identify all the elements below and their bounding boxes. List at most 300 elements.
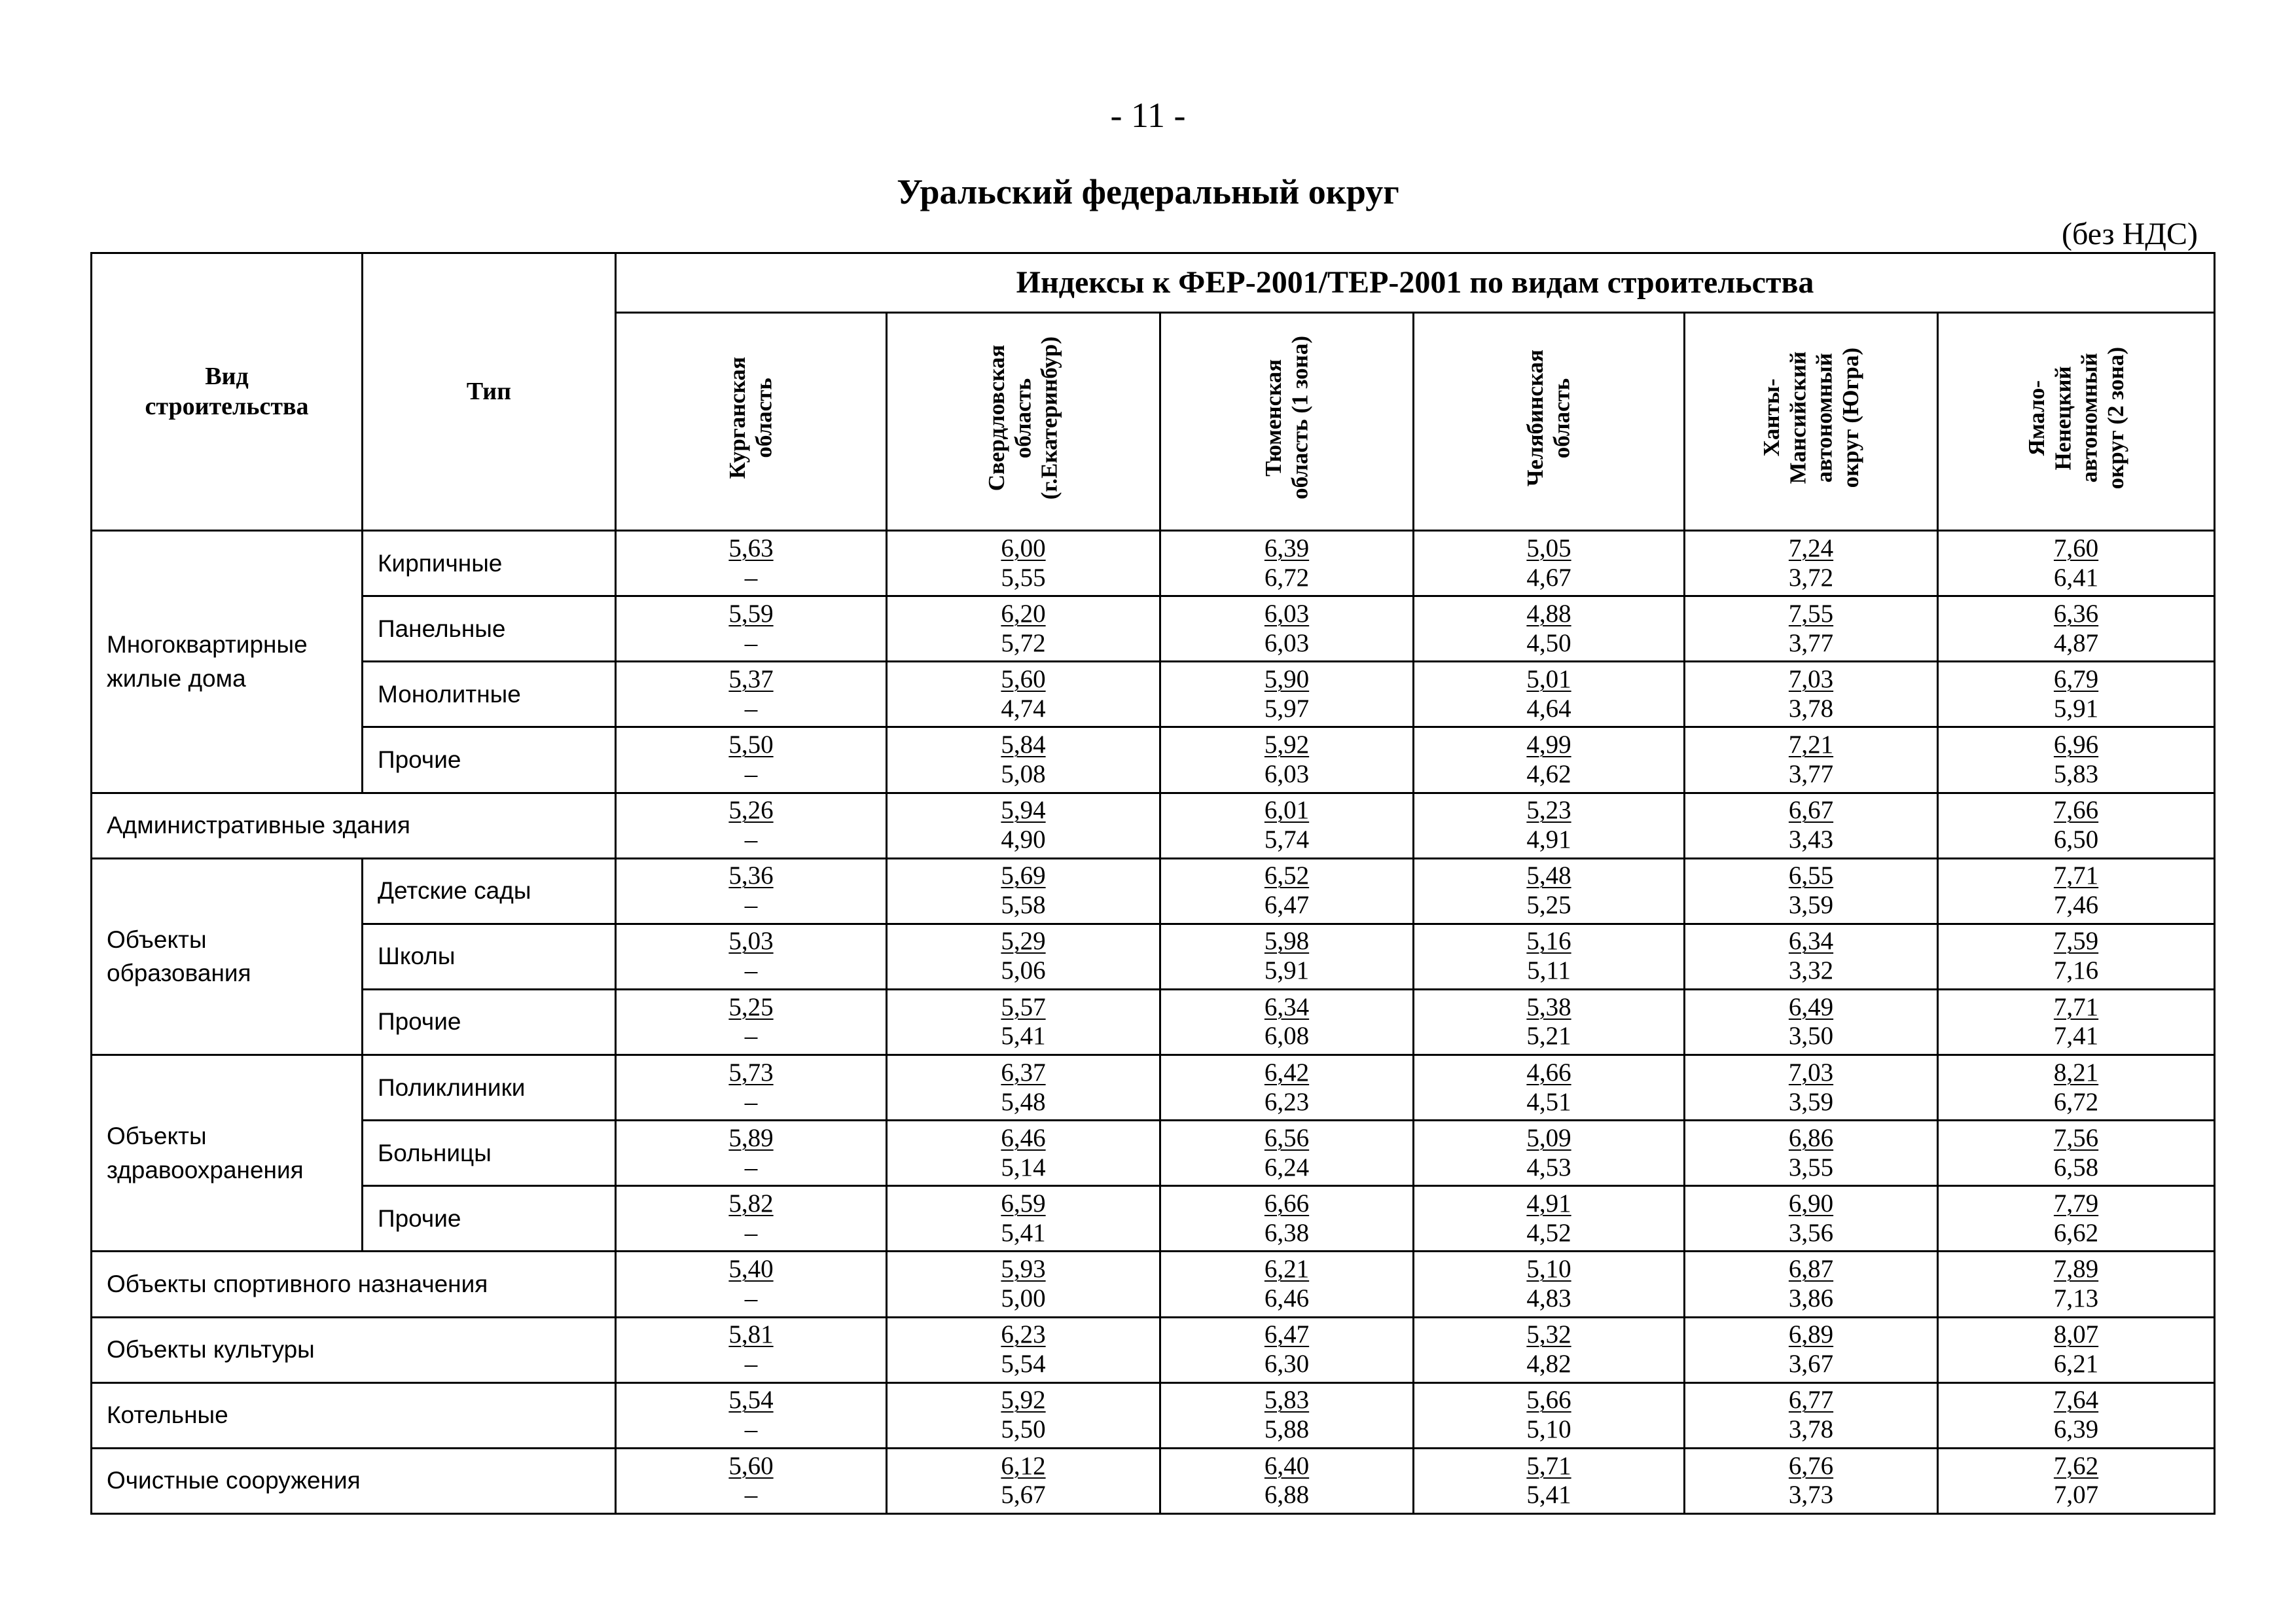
fer-index-value: 6,20 <box>1001 599 1046 628</box>
fer-index-value: 6,87 <box>1788 1255 1834 1284</box>
ter-index-value: 6,46 <box>1264 1284 1310 1312</box>
fer-index-value: 4,66 <box>1526 1058 1571 1087</box>
fer-index-value: 5,84 <box>1001 731 1046 759</box>
index-value-cell <box>1414 1382 1685 1448</box>
category-cell <box>92 793 616 858</box>
index-value-cell <box>1938 793 2215 858</box>
header-region-sverdlovsk: Свердловская область (г.Екатеринбур) <box>887 313 1160 531</box>
index-value-cell <box>1160 1186 1414 1252</box>
ter-index-value: 3,72 <box>1788 563 1834 592</box>
fer-index-value: 5,57 <box>1001 992 1046 1021</box>
ter-index-value: 5,91 <box>1264 956 1310 985</box>
ter-index-value: 6,72 <box>2053 1087 2099 1116</box>
fer-index-value: 5,83 <box>1264 1386 1310 1415</box>
fer-index-value: 6,96 <box>2053 731 2099 759</box>
ter-index-value: 6,47 <box>1264 891 1310 920</box>
fer-index-value: 7,79 <box>2053 1189 2099 1218</box>
ter-index-value: 5,88 <box>1264 1415 1310 1444</box>
category-cell <box>92 1317 616 1382</box>
fer-index-value: 5,37 <box>728 664 774 693</box>
fer-index-value: 5,89 <box>728 1123 774 1152</box>
fer-index-value: 5,73 <box>728 1058 774 1087</box>
fer-index-value: 7,03 <box>1788 664 1834 693</box>
table-row <box>92 1186 2215 1252</box>
fer-index-value: 5,60 <box>728 1451 774 1480</box>
ter-index-value: 5,21 <box>1526 1022 1571 1051</box>
ter-index-value: 5,50 <box>1001 1415 1046 1444</box>
ter-index-value: 6,03 <box>1264 759 1310 788</box>
fer-index-value: 5,90 <box>1264 664 1310 693</box>
index-value-cell <box>616 989 887 1055</box>
fer-index-value: 5,29 <box>1001 927 1046 956</box>
fer-index-value: 5,59 <box>728 599 774 628</box>
ter-index-value: 6,88 <box>1264 1481 1310 1509</box>
fer-index-value: 6,03 <box>1264 599 1310 628</box>
header-region-khmao: Ханты- Мансийский автономный округ (Югра) <box>1685 313 1938 531</box>
index-value-cell <box>1160 662 1414 727</box>
ter-index-value: – <box>744 1284 758 1312</box>
table-row <box>92 1317 2215 1382</box>
index-value-cell <box>887 858 1160 924</box>
index-value-cell <box>1160 596 1414 662</box>
index-value-cell <box>1160 727 1414 793</box>
index-value-cell <box>616 924 887 989</box>
header-region-kurgan: Курганская область <box>616 313 887 531</box>
fer-index-value: 5,26 <box>728 796 774 825</box>
fer-index-value: 5,63 <box>728 533 774 562</box>
fer-index-value: 7,62 <box>2053 1451 2099 1480</box>
ter-index-value: 5,11 <box>1527 956 1571 985</box>
index-value-cell <box>1685 1186 1938 1252</box>
index-value-cell <box>1414 989 1685 1055</box>
ter-index-value: – <box>744 1218 758 1247</box>
index-value-cell <box>616 1382 887 1448</box>
fer-index-value: 5,60 <box>1001 664 1046 693</box>
fer-index-value: 6,34 <box>1264 992 1310 1021</box>
ter-index-value: – <box>744 1153 758 1182</box>
fer-index-value: 5,66 <box>1526 1386 1571 1415</box>
fer-index-value: 6,66 <box>1264 1189 1310 1218</box>
index-value-cell <box>1414 1055 1685 1121</box>
ter-index-value: 5,91 <box>2053 694 2099 723</box>
fer-index-value: 6,56 <box>1264 1123 1310 1152</box>
fer-index-value: 5,92 <box>1001 1386 1046 1415</box>
type-cell: Школы <box>363 924 616 989</box>
type-cell: Прочие <box>363 1186 616 1252</box>
ter-index-value: 6,38 <box>1264 1218 1310 1247</box>
index-value-cell <box>1160 924 1414 989</box>
fer-index-value: 6,46 <box>1001 1123 1046 1152</box>
fer-index-value: 6,42 <box>1264 1058 1310 1087</box>
type-cell: Прочие <box>363 727 616 793</box>
fer-index-value: 7,56 <box>2053 1123 2099 1152</box>
index-value-cell <box>1160 1055 1414 1121</box>
table-row <box>92 727 2215 793</box>
fer-index-value: 6,52 <box>1264 861 1310 890</box>
index-value-cell <box>1160 858 1414 924</box>
index-value-cell <box>1414 1252 1685 1317</box>
index-value-cell <box>616 1317 887 1382</box>
table-row <box>92 1055 2215 1121</box>
ter-index-value: 4,62 <box>1526 759 1571 788</box>
ter-index-value: 7,07 <box>2053 1481 2099 1509</box>
ter-index-value: 6,21 <box>2053 1350 2099 1379</box>
index-value-cell <box>1160 1448 1414 1513</box>
category-label: Объекты образования <box>107 926 251 987</box>
index-value-cell <box>616 1055 887 1121</box>
ter-index-value: 5,06 <box>1001 956 1046 985</box>
ter-index-value: 4,87 <box>2053 628 2099 657</box>
fer-index-value: 6,89 <box>1788 1320 1834 1349</box>
index-value-cell <box>887 924 1160 989</box>
ter-index-value: 5,41 <box>1001 1022 1046 1051</box>
index-value-cell <box>1938 1382 2215 1448</box>
type-cell: Детские сады <box>363 858 616 924</box>
fer-index-value: 6,23 <box>1001 1320 1046 1349</box>
fer-index-value: 5,98 <box>1264 927 1310 956</box>
fer-index-value: 7,60 <box>2053 533 2099 562</box>
index-table <box>90 252 2215 1515</box>
ter-index-value: 3,59 <box>1788 891 1834 920</box>
index-value-cell <box>1938 596 2215 662</box>
fer-index-value: 6,76 <box>1788 1451 1834 1480</box>
type-cell: Кирпичные <box>363 531 616 596</box>
index-value-cell <box>1414 924 1685 989</box>
index-value-cell <box>1938 1186 2215 1252</box>
category-label: Объекты здравоохранения <box>107 1122 304 1183</box>
ter-index-value: 3,78 <box>1788 694 1834 723</box>
ter-index-value: 3,59 <box>1788 1087 1834 1116</box>
fer-index-value: 7,21 <box>1788 731 1834 759</box>
index-value-cell <box>1160 793 1414 858</box>
table-row <box>92 662 2215 727</box>
index-value-cell <box>1685 727 1938 793</box>
fer-index-value: 7,66 <box>2053 796 2099 825</box>
ter-index-value: 4,51 <box>1526 1087 1571 1116</box>
fer-index-value: 6,49 <box>1788 992 1834 1021</box>
header-index-group: Индексы к ФЕР-2001/ТЕР-2001 по видам строительства <box>616 253 2215 313</box>
ter-index-value: 5,41 <box>1001 1218 1046 1247</box>
fer-index-value: 6,12 <box>1001 1451 1046 1480</box>
index-value-cell <box>887 596 1160 662</box>
fer-index-value: 7,71 <box>2053 861 2099 890</box>
fer-index-value: 5,23 <box>1526 796 1571 825</box>
index-value-cell <box>887 1448 1160 1513</box>
index-value-cell <box>1938 727 2215 793</box>
fer-index-value: 5,82 <box>728 1189 774 1218</box>
ter-index-value: – <box>744 694 758 723</box>
fer-index-value: 5,03 <box>728 927 774 956</box>
ter-index-value: 5,14 <box>1001 1153 1046 1182</box>
index-value-cell <box>1938 1448 2215 1513</box>
index-value-cell <box>1938 662 2215 727</box>
table-row <box>92 596 2215 662</box>
ter-index-value: 3,78 <box>1788 1415 1834 1444</box>
ter-index-value: 5,08 <box>1001 759 1046 788</box>
index-value-cell <box>1414 531 1685 596</box>
ter-index-value: – <box>744 956 758 985</box>
fer-index-value: 6,47 <box>1264 1320 1310 1349</box>
ter-index-value: – <box>744 759 758 788</box>
index-value-cell <box>1685 858 1938 924</box>
table-row <box>92 858 2215 924</box>
fer-index-value: 6,37 <box>1001 1058 1046 1087</box>
fer-index-value: 6,34 <box>1788 927 1834 956</box>
header-vid: Вид строительства <box>92 253 363 531</box>
fer-index-value: 5,69 <box>1001 861 1046 890</box>
index-value-cell <box>1685 989 1938 1055</box>
index-value-cell <box>887 793 1160 858</box>
fer-index-value: 5,40 <box>728 1255 774 1284</box>
ter-index-value: – <box>744 563 758 592</box>
index-value-cell <box>616 1186 887 1252</box>
ter-index-value: 6,23 <box>1264 1087 1310 1116</box>
vat-note: (без НДС) <box>2061 217 2198 251</box>
ter-index-value: 4,52 <box>1526 1218 1571 1247</box>
index-value-cell <box>1938 1317 2215 1382</box>
index-value-cell <box>1938 858 2215 924</box>
table-row <box>92 1382 2215 1448</box>
ter-index-value: 5,83 <box>2053 759 2099 788</box>
index-value-cell <box>1160 531 1414 596</box>
fer-index-value: 6,36 <box>2053 599 2099 628</box>
fer-index-value: 6,00 <box>1001 533 1046 562</box>
ter-index-value: 4,74 <box>1001 694 1046 723</box>
type-cell: Поликлиники <box>363 1055 616 1121</box>
ter-index-value: 7,41 <box>2053 1022 2099 1051</box>
header-region-yanao: Ямало- Ненецкий автономный округ (2 зона) <box>1938 313 2215 531</box>
ter-index-value: 5,97 <box>1264 694 1310 723</box>
fer-index-value: 6,01 <box>1264 796 1310 825</box>
index-value-cell <box>1414 1317 1685 1382</box>
index-value-cell <box>887 1055 1160 1121</box>
ter-index-value: 3,77 <box>1788 759 1834 788</box>
fer-index-value: 4,91 <box>1526 1189 1571 1218</box>
ter-index-value: 5,10 <box>1526 1415 1571 1444</box>
fer-index-value: 7,59 <box>2053 927 2099 956</box>
ter-index-value: 5,54 <box>1001 1350 1046 1379</box>
fer-index-value: 6,86 <box>1788 1123 1834 1152</box>
fer-index-value: 5,92 <box>1264 731 1310 759</box>
fer-index-value: 4,88 <box>1526 599 1571 628</box>
type-cell: Панельные <box>363 596 616 662</box>
fer-index-value: 7,64 <box>2053 1386 2099 1415</box>
index-value-cell <box>1414 1186 1685 1252</box>
index-value-cell <box>1414 858 1685 924</box>
ter-index-value: 7,13 <box>2053 1284 2099 1312</box>
category-cell <box>92 1382 616 1448</box>
ter-index-value: 4,64 <box>1526 694 1571 723</box>
category-cell <box>92 1448 616 1513</box>
index-value-cell <box>1938 531 2215 596</box>
index-value-cell <box>887 531 1160 596</box>
fer-index-value: 6,39 <box>1264 533 1310 562</box>
fer-index-value: 5,32 <box>1526 1320 1571 1349</box>
fer-index-value: 5,71 <box>1526 1451 1571 1480</box>
ter-index-value: 4,50 <box>1526 628 1571 657</box>
ter-index-value: 5,25 <box>1526 891 1571 920</box>
index-table-body <box>92 531 2215 1514</box>
category-label: Многоквартирные жилые дома <box>107 630 308 692</box>
ter-index-value: 6,50 <box>2053 825 2099 854</box>
fer-index-value: 7,03 <box>1788 1058 1834 1087</box>
ter-index-value: 6,72 <box>1264 563 1310 592</box>
fer-index-value: 5,05 <box>1526 533 1571 562</box>
index-value-cell <box>1938 1121 2215 1186</box>
header-tip: Тип <box>363 253 616 531</box>
category-label: Котельные <box>107 1401 228 1429</box>
index-value-cell <box>1685 662 1938 727</box>
index-value-cell <box>1685 1448 1938 1513</box>
fer-index-value: 5,16 <box>1526 927 1571 956</box>
category-label: Объекты культуры <box>107 1336 315 1363</box>
ter-index-value: 3,32 <box>1788 956 1834 985</box>
fer-index-value: 8,07 <box>2053 1320 2099 1349</box>
fer-index-value: 4,99 <box>1526 731 1571 759</box>
fer-index-value: 5,54 <box>728 1386 774 1415</box>
index-value-cell <box>1685 793 1938 858</box>
ter-index-value: 3,86 <box>1788 1284 1834 1312</box>
index-value-cell <box>616 596 887 662</box>
category-cell <box>92 858 363 1055</box>
category-cell <box>92 531 363 793</box>
ter-index-value: 5,58 <box>1001 891 1046 920</box>
header-region-chelyabinsk: Челябинская область <box>1414 313 1685 531</box>
fer-index-value: 6,79 <box>2053 664 2099 693</box>
ter-index-value: 6,08 <box>1264 1022 1310 1051</box>
ter-index-value: 3,67 <box>1788 1350 1834 1379</box>
index-value-cell <box>616 1252 887 1317</box>
fer-index-value: 7,24 <box>1788 533 1834 562</box>
ter-index-value: – <box>744 1350 758 1379</box>
index-value-cell <box>1160 1121 1414 1186</box>
ter-index-value: 6,39 <box>2053 1415 2099 1444</box>
type-cell: Больницы <box>363 1121 616 1186</box>
ter-index-value: 4,67 <box>1526 563 1571 592</box>
ter-index-value: 6,24 <box>1264 1153 1310 1182</box>
table-row <box>92 989 2215 1055</box>
ter-index-value: 3,77 <box>1788 628 1834 657</box>
index-value-cell <box>887 727 1160 793</box>
index-value-cell <box>1160 989 1414 1055</box>
fer-index-value: 5,93 <box>1001 1255 1046 1284</box>
header-region-tyumen: Тюменская область (1 зона) <box>1160 313 1414 531</box>
ter-index-value: 5,55 <box>1001 563 1046 592</box>
index-value-cell <box>1414 727 1685 793</box>
ter-index-value: 6,03 <box>1264 628 1310 657</box>
fer-index-value: 5,81 <box>728 1320 774 1349</box>
ter-index-value: – <box>744 825 758 854</box>
ter-index-value: 7,16 <box>2053 956 2099 985</box>
index-value-cell <box>887 1252 1160 1317</box>
index-value-cell <box>616 1121 887 1186</box>
index-value-cell <box>616 662 887 727</box>
index-value-cell <box>1938 989 2215 1055</box>
ter-index-value: 5,48 <box>1001 1087 1046 1116</box>
index-value-cell <box>1685 1121 1938 1186</box>
index-value-cell <box>1414 596 1685 662</box>
index-value-cell <box>616 858 887 924</box>
fer-index-value: 5,25 <box>728 992 774 1021</box>
fer-index-value: 5,01 <box>1526 664 1571 693</box>
index-value-cell <box>887 989 1160 1055</box>
fer-index-value: 5,36 <box>728 861 774 890</box>
fer-index-value: 5,09 <box>1526 1123 1571 1152</box>
index-value-cell <box>887 1317 1160 1382</box>
table-row <box>92 531 2215 596</box>
index-value-cell <box>1685 596 1938 662</box>
index-value-cell <box>1938 1055 2215 1121</box>
ter-index-value: 5,74 <box>1264 825 1310 854</box>
index-value-cell <box>616 531 887 596</box>
index-value-cell <box>1938 924 2215 989</box>
ter-index-value: – <box>744 1087 758 1116</box>
ter-index-value: 4,90 <box>1001 825 1046 854</box>
ter-index-value: 4,91 <box>1526 825 1571 854</box>
table-row <box>92 1448 2215 1513</box>
ter-index-value: – <box>744 1022 758 1051</box>
fer-index-value: 7,55 <box>1788 599 1834 628</box>
table-row <box>92 793 2215 858</box>
fer-index-value: 6,21 <box>1264 1255 1310 1284</box>
ter-index-value: 3,55 <box>1788 1153 1834 1182</box>
index-value-cell <box>1414 1448 1685 1513</box>
ter-index-value: 5,00 <box>1001 1284 1046 1312</box>
ter-index-value: 5,67 <box>1001 1481 1046 1509</box>
index-value-cell <box>1685 531 1938 596</box>
index-value-cell <box>887 662 1160 727</box>
category-cell <box>92 1252 616 1317</box>
index-value-cell <box>1160 1382 1414 1448</box>
ter-index-value: – <box>744 891 758 920</box>
table-row <box>92 1252 2215 1317</box>
index-value-cell <box>887 1121 1160 1186</box>
fer-index-value: 5,10 <box>1526 1255 1571 1284</box>
ter-index-value: 3,43 <box>1788 825 1834 854</box>
fer-index-value: 6,77 <box>1788 1386 1834 1415</box>
ter-index-value: – <box>744 1481 758 1509</box>
index-value-cell <box>1685 1252 1938 1317</box>
index-value-cell <box>887 1382 1160 1448</box>
ter-index-value: 6,58 <box>2053 1153 2099 1182</box>
ter-index-value: 6,41 <box>2053 563 2099 592</box>
fer-index-value: 5,48 <box>1526 861 1571 890</box>
ter-index-value: – <box>744 628 758 657</box>
fer-index-value: 6,40 <box>1264 1451 1310 1480</box>
category-label: Очистные сооружения <box>107 1467 361 1494</box>
ter-index-value: – <box>744 1415 758 1444</box>
index-value-cell <box>1414 662 1685 727</box>
index-value-cell <box>887 1186 1160 1252</box>
category-label: Объекты спортивного назначения <box>107 1271 488 1298</box>
fer-index-value: 6,90 <box>1788 1189 1834 1218</box>
index-value-cell <box>1685 1382 1938 1448</box>
category-label: Административные здания <box>107 812 410 839</box>
fer-index-value: 5,94 <box>1001 796 1046 825</box>
index-value-cell <box>1414 1121 1685 1186</box>
ter-index-value: 3,73 <box>1788 1481 1834 1509</box>
fer-index-value: 8,21 <box>2053 1058 2099 1087</box>
ter-index-value: 7,46 <box>2053 891 2099 920</box>
index-value-cell <box>616 793 887 858</box>
type-cell: Монолитные <box>363 662 616 727</box>
page-title: Уральский федеральный округ <box>897 172 1399 211</box>
index-value-cell <box>1160 1252 1414 1317</box>
ter-index-value: 3,56 <box>1788 1218 1834 1247</box>
ter-index-value: 5,72 <box>1001 628 1046 657</box>
fer-index-value: 6,59 <box>1001 1189 1046 1218</box>
type-cell: Прочие <box>363 989 616 1055</box>
